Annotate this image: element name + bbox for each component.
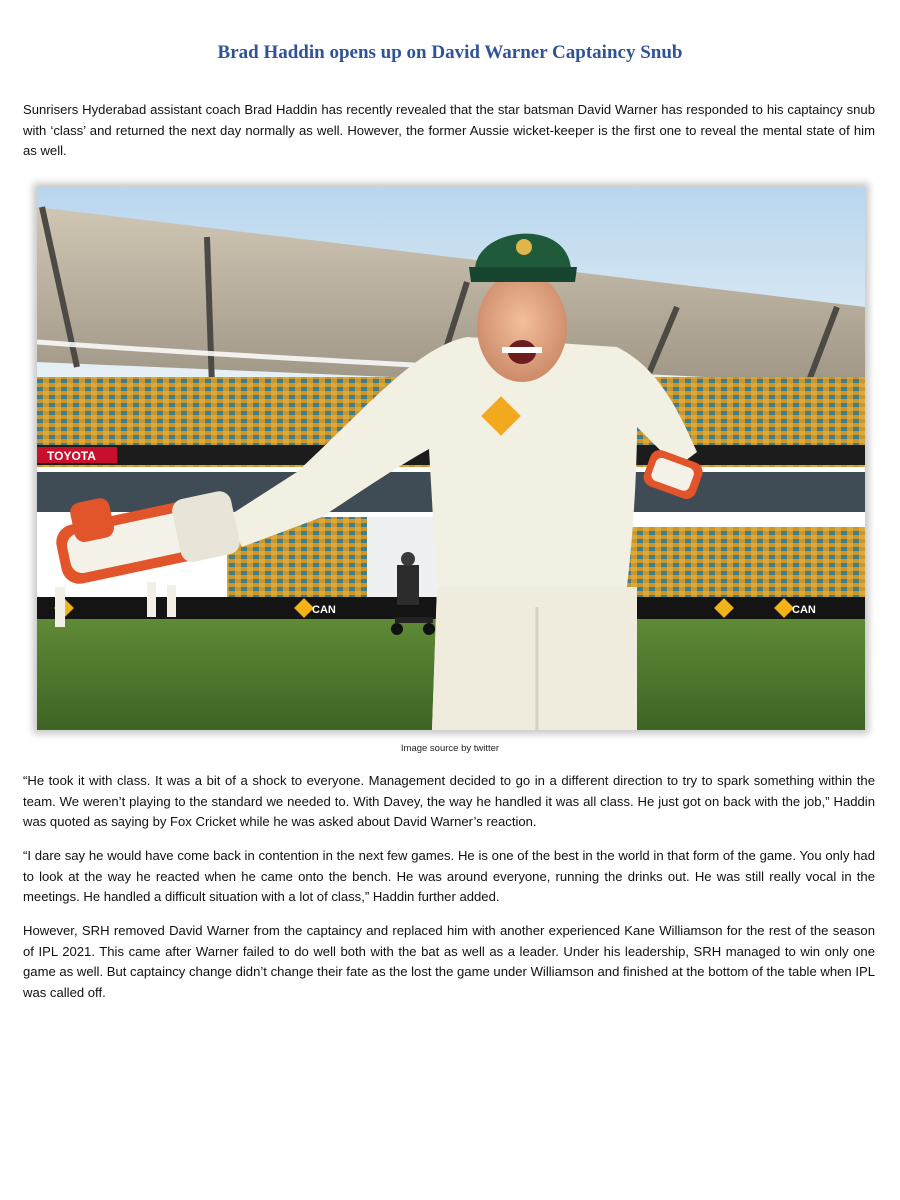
article-title: Brad Haddin opens up on David Warner Captaincy Snub (217, 42, 683, 63)
article-paragraph: However, SRH removed David Warner from the captaincy and replaced him with another experienced Kane Williamson for the rest of the season of IPL 2021. This came after Warner failed to do well both with the bat as well as a leader. Under his leadership, SRH managed to win only one game as well. But captaincy change didn’t change their fate as the lost the game under Williamson and finished at the bottom of the table when IPL was called off. (23, 923, 875, 1000)
intro-paragraph: Sunrisers Hyderabad assistant coach Brad Haddin has recently revealed that the star batsman David Warner has responded to his captaincy snub with ‘class’ and returned the next day normally as well. However, the former Aussie wicket-keeper is the first one to reveal the mental state of him as well. (23, 102, 875, 159)
article-paragraph: “I dare say he would have come back in contention in the next few games. He is one of the best in the world in that form of the game. You only had to look at the way he reacted when he came onto the bench. He was around everyone, running the drinks out. He was still really vocal in the meetings. He handled a difficult situation with a lot of class,” Haddin further added. (23, 848, 875, 905)
can-signage-2: CAN (792, 604, 816, 616)
image-caption: Image source by twitter (400, 743, 500, 754)
article-paragraph: “He took it with class. It was a bit of a shock to everyone. Management decided to go in a different direction to try to spark something within the team. We weren’t playing to the standard we needed to. With Davey, the way he handled it was all class. He just got on back with the job,” Haddin was quoted as saying by Fox Cricket while he was asked about David Warner’s reaction. (23, 773, 875, 830)
toyota-signage: TOYOTA (47, 449, 96, 463)
can-signage: CAN (312, 604, 336, 616)
article-photo (37, 187, 865, 730)
